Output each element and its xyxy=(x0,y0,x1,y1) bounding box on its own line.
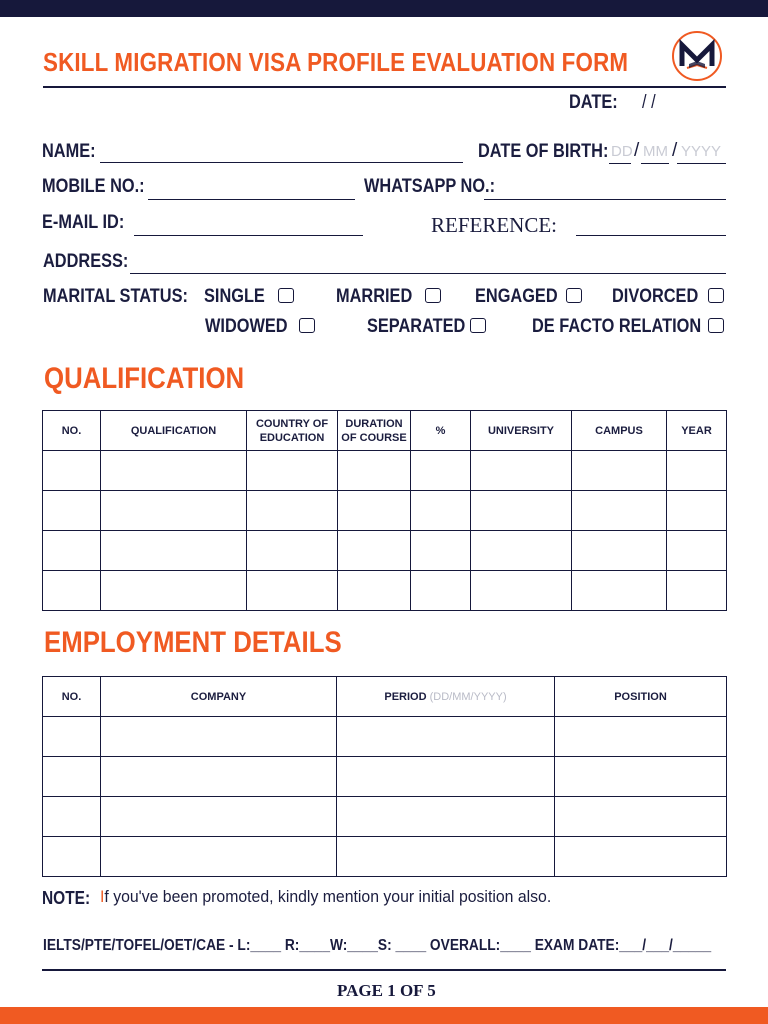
qualification-header-row xyxy=(43,411,727,451)
qual-header-university: UNIVERSITY xyxy=(471,411,572,451)
qual-header-campus: CAMPUS xyxy=(572,411,667,451)
qualification-cell[interactable] xyxy=(247,531,338,571)
qual-header-percent: % xyxy=(411,411,471,451)
employment-cell[interactable] xyxy=(337,797,555,837)
qualification-cell[interactable] xyxy=(101,451,247,491)
dob-year-field[interactable] xyxy=(677,162,726,164)
employment-table xyxy=(42,676,727,877)
qualification-cell[interactable] xyxy=(338,491,411,531)
top-bar xyxy=(0,0,768,17)
qual-header-duration xyxy=(338,411,411,451)
qualification-cell[interactable] xyxy=(101,491,247,531)
qualification-cell[interactable] xyxy=(411,451,471,491)
logo-icon xyxy=(669,30,725,82)
qualification-cell[interactable] xyxy=(411,491,471,531)
date-slashes: / / xyxy=(642,92,656,113)
qualification-cell[interactable] xyxy=(101,571,247,611)
whatsapp-label: WHATSAPP NO.: xyxy=(364,176,496,197)
qualification-title: QUALIFICATION xyxy=(44,362,245,395)
employment-row xyxy=(43,717,727,757)
qualification-cell[interactable] xyxy=(43,491,101,531)
note-label: NOTE: xyxy=(42,888,91,908)
dob-day-placeholder: DD xyxy=(611,143,633,160)
qualification-cell[interactable] xyxy=(247,451,338,491)
mobile-field[interactable] xyxy=(148,198,355,200)
qualification-cell[interactable] xyxy=(338,531,411,571)
employment-title: EMPLOYMENT DETAILS xyxy=(44,626,342,659)
emp-header-no: NO. xyxy=(43,677,101,717)
marital-defacto-label: DE FACTO RELATION xyxy=(532,316,702,337)
employment-cell[interactable] xyxy=(337,717,555,757)
qualification-cell[interactable] xyxy=(338,571,411,611)
qual-header-country-line2: EDUCATION xyxy=(259,431,325,444)
employment-cell[interactable] xyxy=(555,717,727,757)
name-label: NAME: xyxy=(42,141,96,162)
employment-cell[interactable] xyxy=(337,837,555,877)
qualification-cell[interactable] xyxy=(43,571,101,611)
qualification-row xyxy=(43,491,727,531)
reference-field[interactable] xyxy=(576,234,726,236)
employment-cell[interactable] xyxy=(555,837,727,877)
emp-header-period-label: PERIOD xyxy=(384,690,427,703)
qual-header-duration-line2: OF COURSE xyxy=(341,431,407,444)
qualification-cell[interactable] xyxy=(667,531,727,571)
qual-header-duration-line1: DURATION xyxy=(345,417,403,430)
marital-engaged-label: ENGAGED xyxy=(475,286,558,307)
reference-label: REFERENCE: xyxy=(431,213,558,237)
qualification-cell[interactable] xyxy=(43,531,101,571)
marital-divorced-checkbox[interactable] xyxy=(708,288,724,303)
title-rule xyxy=(43,86,726,88)
marital-defacto-checkbox[interactable] xyxy=(708,318,724,333)
note-text xyxy=(100,887,551,907)
employment-cell[interactable] xyxy=(43,757,101,797)
dob-day-field[interactable] xyxy=(609,162,631,164)
emp-header-period xyxy=(337,677,555,717)
marital-married-label: MARRIED xyxy=(336,286,413,307)
qualification-cell[interactable] xyxy=(572,491,667,531)
emp-header-period-hint: (DD/MM/YYYY) xyxy=(429,690,507,703)
employment-cell[interactable] xyxy=(337,757,555,797)
qualification-table xyxy=(42,410,727,611)
qual-header-no: NO. xyxy=(43,411,101,451)
qualification-row xyxy=(43,451,727,491)
emp-header-company: COMPANY xyxy=(101,677,337,717)
emp-header-position: POSITION xyxy=(555,677,727,717)
qualification-cell[interactable] xyxy=(247,571,338,611)
qual-header-qualification: QUALIFICATION xyxy=(101,411,247,451)
email-field[interactable] xyxy=(134,234,363,236)
employment-cell[interactable] xyxy=(101,837,337,877)
qualification-cell[interactable] xyxy=(247,491,338,531)
mobile-label: MOBILE NO.: xyxy=(42,176,145,197)
qual-header-country xyxy=(247,411,338,451)
address-label: ADDRESS: xyxy=(43,251,129,272)
qualification-cell[interactable] xyxy=(471,491,572,531)
qualification-cell[interactable] xyxy=(471,451,572,491)
email-label: E-MAIL ID: xyxy=(42,212,125,233)
marital-status-label: MARITAL STATUS: xyxy=(43,286,188,307)
employment-cell[interactable] xyxy=(101,717,337,757)
qualification-cell[interactable] xyxy=(667,571,727,611)
qual-header-country-line1: COUNTRY OF xyxy=(255,417,329,430)
employment-cell[interactable] xyxy=(101,797,337,837)
marital-separated-label: SEPARATED xyxy=(367,316,466,337)
qualification-cell[interactable] xyxy=(338,451,411,491)
employment-row xyxy=(43,757,727,797)
qualification-cell[interactable] xyxy=(572,451,667,491)
note-body: f you've been promoted, kindly mention your initial position also. xyxy=(104,887,552,906)
qualification-row xyxy=(43,571,727,611)
qual-header-year: YEAR xyxy=(667,411,727,451)
marital-engaged-checkbox[interactable] xyxy=(566,288,582,303)
employment-cell[interactable] xyxy=(555,797,727,837)
marital-single-label: SINGLE xyxy=(204,286,265,307)
employment-header-row xyxy=(43,677,727,717)
exam-scores-line: IELTS/PTE/TOFEL/OET/CAE - L:____ R:____W:____S: ____ OVERALL:____ EXAM DATE:___/___/_____ xyxy=(43,937,712,954)
marital-widowed-label: WIDOWED xyxy=(205,316,288,337)
qualification-cell[interactable] xyxy=(471,571,572,611)
dob-month-placeholder: MM xyxy=(643,143,668,160)
qualification-cell[interactable] xyxy=(572,531,667,571)
employment-cell[interactable] xyxy=(555,757,727,797)
form-title: SKILL MIGRATION VISA PROFILE EVALUATION FORM xyxy=(43,47,629,77)
qualification-cell[interactable] xyxy=(101,531,247,571)
employment-cell[interactable] xyxy=(101,757,337,797)
qualification-cell[interactable] xyxy=(471,531,572,571)
marital-married-checkbox[interactable] xyxy=(425,288,441,303)
qualification-row xyxy=(43,531,727,571)
marital-separated-checkbox[interactable] xyxy=(470,318,486,333)
whatsapp-field[interactable] xyxy=(484,198,726,200)
note-strike-char: I xyxy=(100,887,105,906)
employment-cell[interactable] xyxy=(43,797,101,837)
qualification-cell[interactable] xyxy=(411,571,471,611)
dob-month-field[interactable] xyxy=(641,162,669,164)
dob-label: DATE OF BIRTH: xyxy=(478,141,609,162)
dob-year-placeholder: YYYY xyxy=(681,143,722,160)
dob-slash-2: / xyxy=(672,140,678,161)
dob-slash-1: / xyxy=(634,140,640,161)
address-field[interactable] xyxy=(130,272,726,274)
employment-row xyxy=(43,797,727,837)
date-label: DATE: xyxy=(569,92,618,113)
bottom-bar xyxy=(0,1007,768,1024)
employment-cell[interactable] xyxy=(43,717,101,757)
name-field[interactable] xyxy=(100,161,463,163)
qualification-cell[interactable] xyxy=(572,571,667,611)
footer-rule xyxy=(42,969,726,971)
marital-divorced-label: DIVORCED xyxy=(612,286,699,307)
marital-widowed-checkbox[interactable] xyxy=(299,318,315,333)
qualification-cell[interactable] xyxy=(667,451,727,491)
page-number: PAGE 1 OF 5 xyxy=(337,981,436,1000)
qualification-cell[interactable] xyxy=(411,531,471,571)
employment-row xyxy=(43,837,727,877)
marital-single-checkbox[interactable] xyxy=(278,288,294,303)
employment-cell[interactable] xyxy=(43,837,101,877)
qualification-cell[interactable] xyxy=(43,451,101,491)
qualification-cell[interactable] xyxy=(667,491,727,531)
